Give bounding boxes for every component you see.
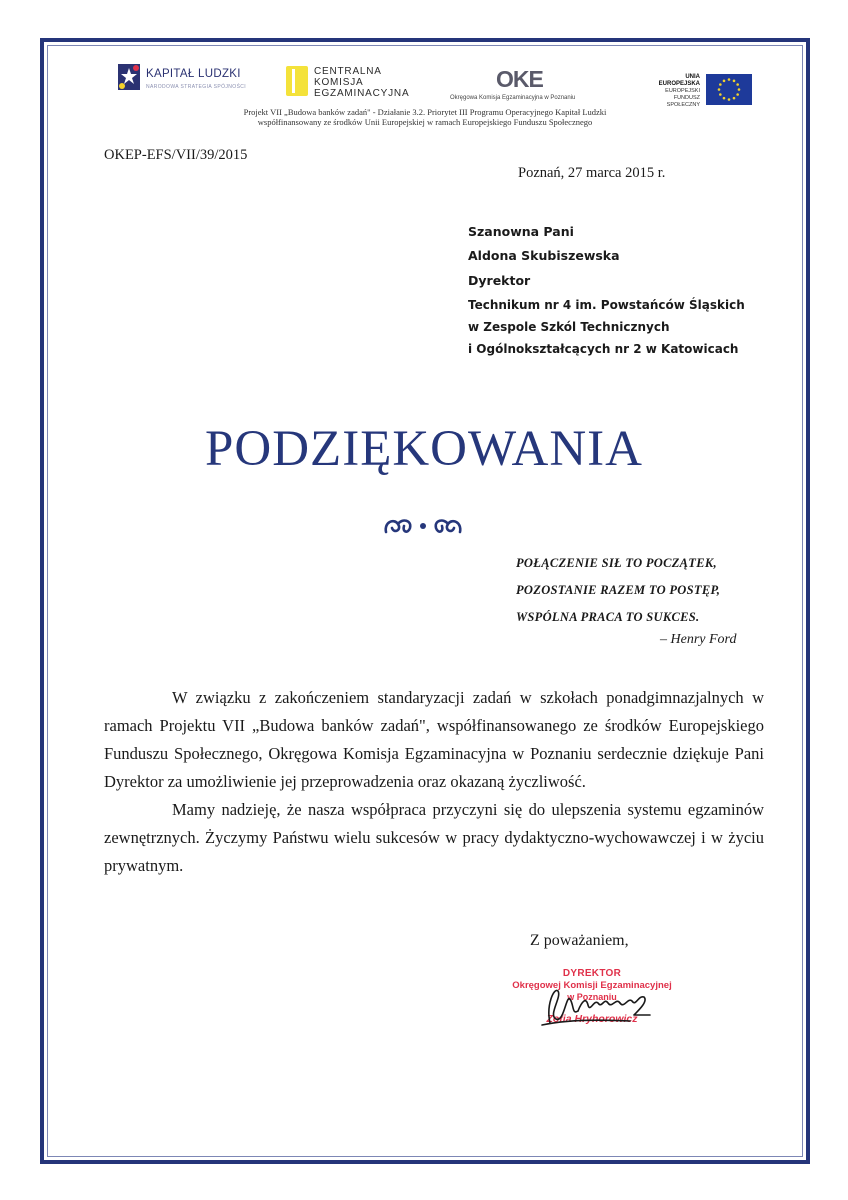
cke-line-2: KOMISJA bbox=[314, 77, 364, 88]
stamp-line-4: Zofia Hryhorowicz bbox=[546, 1013, 638, 1025]
eu-star-icon bbox=[736, 83, 739, 86]
eu-line-2: EUROPEJSKI bbox=[665, 88, 700, 94]
stamp-line-2: Okręgowej Komisji Egzaminacyjnej bbox=[512, 980, 672, 991]
eu-star-icon bbox=[723, 80, 726, 83]
eu-logo bbox=[636, 74, 756, 108]
quote-author: – Henry Ford bbox=[660, 632, 737, 647]
kapital-ludzki-tagline: NARODOWA STRATEGIA SPÓJNOŚCI bbox=[146, 84, 247, 90]
body-paragraph-2: Mamy nadzieję, że nasza współpraca przyczyni się do ulepszenia systemu egzaminów zewnętrznych. Życzymy Państwu wielu sukcesów w pracy dydaktyczno-wychowawczej i w życiu prywatnym. bbox=[104, 800, 764, 875]
recipient-position: Dyrektor bbox=[468, 273, 531, 288]
recipient-school-line-2: w Zespole Szkól Technicznych bbox=[468, 320, 670, 334]
cke-logo bbox=[286, 66, 426, 106]
eu-star-icon bbox=[719, 83, 722, 86]
letter-date: Poznań, 27 marca 2015 r. bbox=[518, 165, 666, 181]
eu-star-icon bbox=[733, 97, 736, 100]
body-paragraph-1: W związku z zakończeniem standaryzacji zadań w szkołach ponadgimnazjalnych w ramach Projektu VII „Budowa banków zadań", współfinansowanego ze środków Europejskiego Funduszu Społecznego, Okręgowa Komisja Egzaminacyjna w Poznaniu serdecznie dziękuje Pani Dyrektor za umożliwienie jej przeprowadzenia oraz okazaną życzliwość. bbox=[104, 688, 764, 791]
oke-logo bbox=[450, 66, 610, 106]
eu-flag-icon bbox=[706, 74, 752, 105]
cke-icon bbox=[286, 66, 308, 96]
recipient-school-line-1: Technikum nr 4 im. Powstańców Śląskich bbox=[468, 298, 745, 312]
reference-number: OKEP-EFS/VII/39/2015 bbox=[104, 147, 248, 163]
handwritten-signature bbox=[520, 975, 660, 1035]
letter-body bbox=[104, 684, 764, 880]
oke-subtitle: Okręgowa Komisja Egzaminacyjna w Poznaniu bbox=[450, 95, 576, 101]
eu-star-icon bbox=[733, 80, 736, 83]
recipient-salutation: Szanowna Pani bbox=[468, 224, 574, 239]
quote-line-1: POŁĄCZENIE SIŁ TO POCZĄTEK, bbox=[516, 556, 717, 570]
letter-title: PODZIĘKOWANIA bbox=[205, 421, 643, 477]
eu-star-icon bbox=[728, 78, 731, 81]
eu-star-icon bbox=[736, 93, 739, 96]
oke-mark: OKE bbox=[496, 66, 543, 92]
ornament-icon bbox=[380, 512, 466, 540]
eu-line-1: UNIA EUROPEJSKA bbox=[658, 74, 700, 87]
stamp-line-1: DYREKTOR bbox=[562, 968, 622, 979]
eu-star-icon bbox=[728, 98, 731, 101]
cke-line-1: CENTRALNA bbox=[314, 66, 382, 77]
eu-line-3: FUNDUSZ SPOŁECZNY bbox=[666, 95, 700, 108]
eu-star-icon bbox=[719, 93, 722, 96]
kapital-ludzki-icon bbox=[116, 62, 142, 92]
kapital-ludzki-logo bbox=[116, 62, 276, 98]
project-note-line-2: współfinansowany ze środków Unii Europejskiej w ramach Europejskiego Funduszu Społecznego bbox=[257, 117, 593, 127]
project-note-line-1: Projekt VII „Budowa banków zadań" - Działanie 3.2. Priorytet III Programu Operacyjnego Kapitał Ludzki bbox=[243, 107, 607, 117]
project-note bbox=[160, 107, 690, 127]
cke-line-3: EGZAMINACYJNA bbox=[314, 88, 410, 99]
recipient-school-line-3: i Ogólnokształcących nr 2 w Katowicach bbox=[468, 342, 739, 356]
eu-star-icon bbox=[738, 88, 741, 91]
kapital-ludzki-name: KAPITAŁ LUDZKI bbox=[146, 68, 241, 80]
recipient-name: Aldona Skubiszewska bbox=[468, 248, 620, 263]
eu-star-icon bbox=[723, 97, 726, 100]
closing-regards: Z poważaniem, bbox=[530, 932, 629, 949]
stamp-line-3: w Poznaniu bbox=[567, 992, 617, 1002]
quote-line-3: WSPÓLNA PRACA TO SUKCES. bbox=[516, 610, 700, 624]
quote-line-2: POZOSTANIE RAZEM TO POSTĘP, bbox=[516, 583, 721, 597]
eu-star-icon bbox=[718, 88, 721, 91]
eu-text bbox=[644, 74, 700, 109]
